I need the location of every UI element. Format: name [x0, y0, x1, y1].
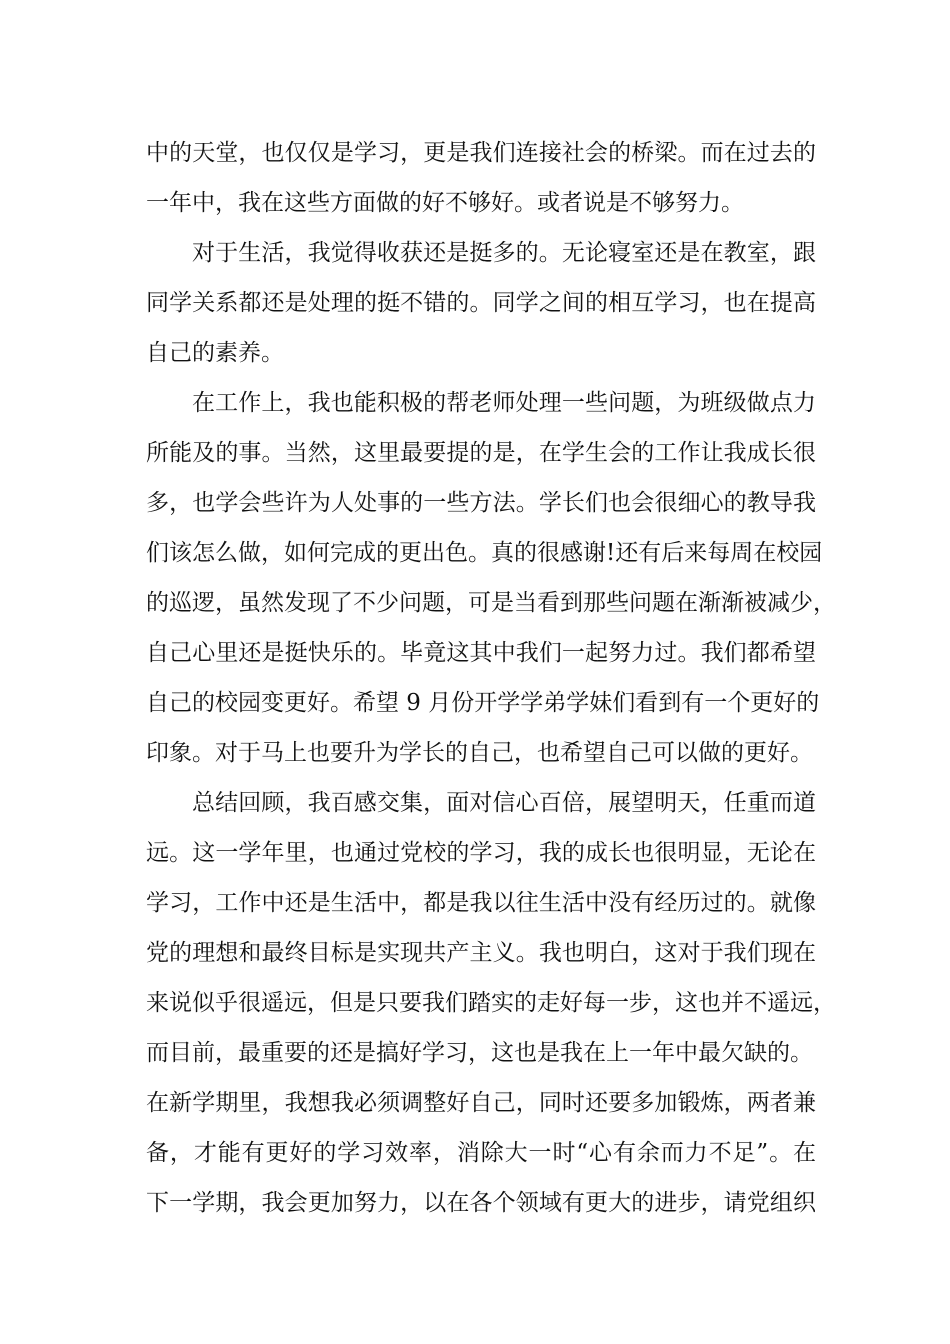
- text-line-18: 来说似乎很遥远，但是只要我们踏实的走好每一步，这也并不遥远，: [146, 990, 836, 1016]
- text-line-11: 自己心里还是挺快乐的。毕竟这其中我们一起努力过。我们都希望: [146, 640, 816, 666]
- text-line-20: 在新学期里，我想我必须调整好自己，同时还要多加锻炼，两者兼: [146, 1090, 816, 1116]
- text-line-10: 的巡逻，虽然发现了不少问题，可是当看到那些问题在渐渐被减少，: [146, 590, 836, 616]
- document-body: [146, 128, 836, 1228]
- text-line-6: 在工作上，我也能积极的帮老师处理一些问题，为班级做点力: [192, 390, 816, 416]
- text-line-12: 自己的校园变更好。希望 9 月份开学学弟学妹们看到有一个更好的: [146, 690, 820, 716]
- text-line-21: 备，才能有更好的学习效率，消除大一时“心有余而力不足”。在: [146, 1140, 816, 1166]
- text-line-5: 自己的素养。: [146, 340, 284, 366]
- text-line-17: 党的理想和最终目标是实现共产主义。我也明白，这对于我们现在: [146, 940, 816, 966]
- text-line-8: 多，也学会些许为人处事的一些方法。学长们也会很细心的教导我: [146, 490, 816, 516]
- text-line-9: 们该怎么做，如何完成的更出色。真的很感谢!还有后来每周在校园: [146, 540, 823, 566]
- text-line-2: 一年中，我在这些方面做的好不够好。或者说是不够努力。: [146, 190, 744, 216]
- text-line-4: 同学关系都还是处理的挺不错的。同学之间的相互学习，也在提高: [146, 290, 816, 316]
- text-line-16: 学习，工作中还是生活中，都是我以往生活中没有经历过的。就像: [146, 890, 816, 916]
- text-line-3: 对于生活，我觉得收获还是挺多的。无论寝室还是在教室，跟: [192, 240, 816, 266]
- text-line-15: 远。这一学年里，也通过党校的学习，我的成长也很明显，无论在: [146, 840, 816, 866]
- text-line-7: 所能及的事。当然，这里最要提的是，在学生会的工作让我成长很: [146, 440, 816, 466]
- text-line-22: 下一学期，我会更加努力，以在各个领域有更大的进步，请党组织: [146, 1190, 816, 1216]
- text-line-1: 中的天堂，也仅仅是学习，更是我们连接社会的桥梁。而在过去的: [146, 140, 816, 166]
- text-line-14: 总结回顾，我百感交集，面对信心百倍，展望明天，任重而道: [192, 790, 816, 816]
- text-line-19: 而目前，最重要的还是搞好学习，这也是我在上一年中最欠缺的。: [146, 1040, 813, 1066]
- text-line-13: 印象。对于马上也要升为学长的自己，也希望自己可以做的更好。: [146, 740, 813, 766]
